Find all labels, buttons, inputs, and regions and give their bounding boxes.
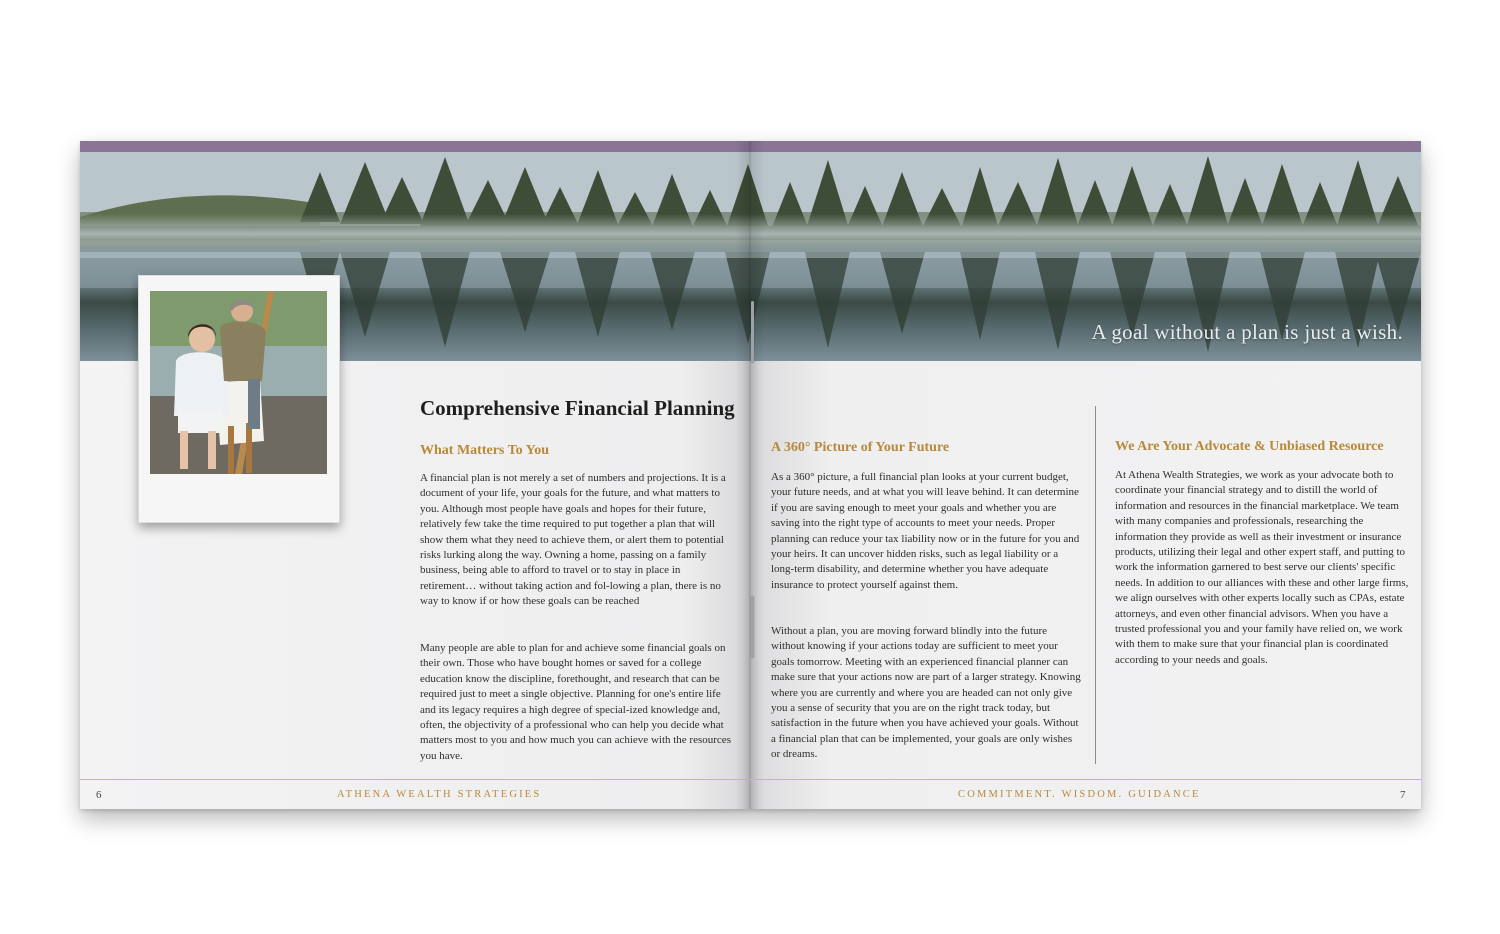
heading-360-picture: A 360° Picture of Your Future (771, 440, 950, 455)
paragraph-advocate: At Athena Wealth Strategies, we work as your advocate both to coordinate your financial strategy and to distill the world of information and resources in the financial marketplace. We team with many companies and professionals, researching the information they provide as well as their investment or insurance products, utilizing their legal and other expert staff, and putting to work the information garnered to best serve our clients' specific needs. In addition to our alliances with these and other large firms, we align ourselves with other experts locally such as CPAs, estate attorneys, and even other financial advisors. When you have a trusted professional you and your family have relied on, we work with them to make sure that your financial plan is coordinated according to your needs and goals. (1115, 469, 1409, 666)
banner-stripe (80, 141, 1421, 152)
page-number-left: 6 (96, 789, 102, 801)
page-title: Comprehensive Financial Planning (420, 396, 735, 420)
footer-motto: COMMITMENT. WISDOM. GUIDANCE (958, 789, 1201, 800)
staple-bottom (751, 596, 754, 658)
staple-top (751, 301, 754, 363)
photo-frame (138, 275, 340, 523)
footer-brand: ATHENA WEALTH STRATEGIES (337, 789, 542, 800)
column-divider (1095, 406, 1096, 764)
paragraph-what-matters-2: Many people are able to plan for and achieve some financial goals on their own. Those who have bought homes or saved for a college education know the discipline, forethought, and research that can be required just to meet a single objective. Planning for one's entire life and its legacy requires a high degree of special-ized knowledge and, often, the objectivity of a professional who can help you decide what matters most to you and how much you can achieve with the resources you have. (420, 642, 731, 762)
heading-what-matters: What Matters To You (420, 443, 549, 458)
brochure-spread (80, 141, 1421, 809)
paragraph-360-picture-1: As a 360° picture, a full financial plan looks at your current budget, your future needs, and at what you will leave behind. It can determine if you are saving enough to meet your goals and whether you are saving into the right type of accounts to meet your needs. Proper planning can reduce your tax liability now or in the future for you and your heirs. It can uncover hidden risks, such as legal liability or a long-term disability, and determine whether you have adequate insurance to protect yourself against them. (771, 471, 1080, 591)
footer-rule (80, 779, 1421, 780)
page-number-right: 7 (1400, 789, 1406, 801)
couple-painting-illustration (150, 291, 327, 474)
paragraph-360-picture-2: Without a plan, you are moving forward blindly into the future without knowing if your actions today are sufficient to meet your goals tomorrow. Meeting with an experienced financial planner can make sure that your actions now are part of a larger strategy. Knowing where you are currently and where you are headed can not only give you a sense of security that you are on the right track today, but satisfaction in the future when you have achieved your goals. Without a financial plan that can be implemented, your goals are only wishes or dreams. (771, 625, 1081, 761)
couple-painting-photo (150, 291, 327, 474)
heading-advocate: We Are Your Advocate & Unbiased Resource (1115, 439, 1384, 454)
paragraph-what-matters-1: A financial plan is not merely a set of numbers and projections. It is a document of your life, your goals for the future, and what matters to you. Although most people have goals and hopes for their future, relatively few take the time required to put together a plan that will show them what they need to achieve them, or alert them to potential risks lurking along the way. Owning a home, passing on a family business, being able to afford to travel or to stay in place in retirement… without taking action and fol-lowing a plan, there is no way to know if or how these goals can be reached (420, 472, 726, 608)
banner-tagline: A goal without a plan is just a wish. (1091, 320, 1403, 344)
